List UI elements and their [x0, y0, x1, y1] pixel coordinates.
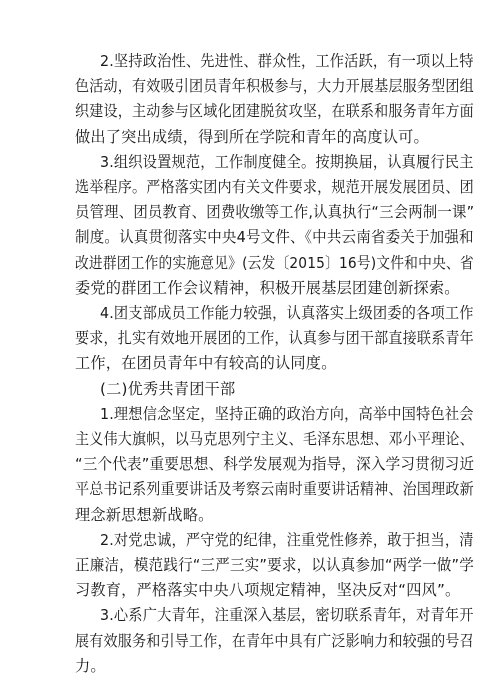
paragraph-line: 习教育，严格落实中央八项规定精神，坚决反对“四风”。 [75, 581, 461, 600]
paragraph-line: 改进群团工作的实施意见》(云发〔2015〕16号)文件和中央、省 [75, 253, 474, 272]
paragraph-line: 展有效服务和引导工作，在青年中具有广泛影响力和较强的号召 [75, 631, 474, 650]
paragraph-line: 委党的群团工作会议精神，积极开展基层团建创新探索。 [75, 278, 460, 297]
paragraph-line: 2.坚持政治性、先进性、群众性，工作活跃，有一项以上特 [100, 52, 474, 70]
paragraph-line: 主义伟大旗帜，以马克思列宁主义、毛泽东思想、邓小平理论、 [75, 430, 474, 448]
paragraph-line: 织建设，主动参与区域化团建脱贫攻坚，在联系和服务青年方面 [75, 102, 474, 121]
paragraph-line: 3.组织设置规范，工作制度健全。按期换届，认真履行民主 [100, 152, 474, 171]
paragraph-line: 色活动，有效吸引团员青年积极参与，大力开展基层服务型团组 [75, 77, 474, 96]
paragraph-line: 制度。认真贯彻落实中央4号文件、《中共云南省委关于加强和 [75, 228, 474, 247]
paragraph-line: 工作，在团员青年中有较高的认同度。 [75, 354, 337, 373]
paragraph-line: 理念新思想新战略。 [75, 505, 214, 524]
paragraph-line: 做出了突出成绩，得到所在学院和青年的高度认可。 [75, 127, 429, 146]
paragraph-line: 平总书记系列重要讲话及考察云南时重要讲话精神、治国理政新 [75, 480, 474, 499]
paragraph-line: 正廉洁，模范践行“三严三实”要求，以认真参加“两学一做”学 [75, 556, 474, 574]
paragraph-line: 2.对党忠诚，严守党的纪律，注重党性修养，敢于担当，清 [100, 530, 474, 549]
paragraph-line: “三个代表”重要思想、科学发展观为指导，深入学习贯彻习近 [75, 455, 475, 474]
paragraph-line: 1.理想信念坚定，坚持正确的政治方向，高举中国特色社会 [100, 404, 474, 423]
section-heading: (二)优秀共青团干部 [100, 379, 236, 398]
paragraph-line: 员管理、团员教育、团费收缴等工作,认真执行“三会两制一课” [75, 203, 475, 222]
paragraph-line: 4.团支部成员工作能力较强，认真落实上级团委的各项工作 [100, 304, 474, 322]
paragraph-line: 要求，扎实有效地开展团的工作，认真参与团干部直接联系青年 [75, 329, 474, 348]
paragraph-line: 3.心系广大青年，注重深入基层，密切联系青年，对青年开 [100, 606, 474, 625]
paragraph-line: 选举程序。严格落实团内有关文件要求，规范开展发展团员、团 [75, 178, 474, 196]
paragraph-line: 力。 [75, 656, 106, 675]
